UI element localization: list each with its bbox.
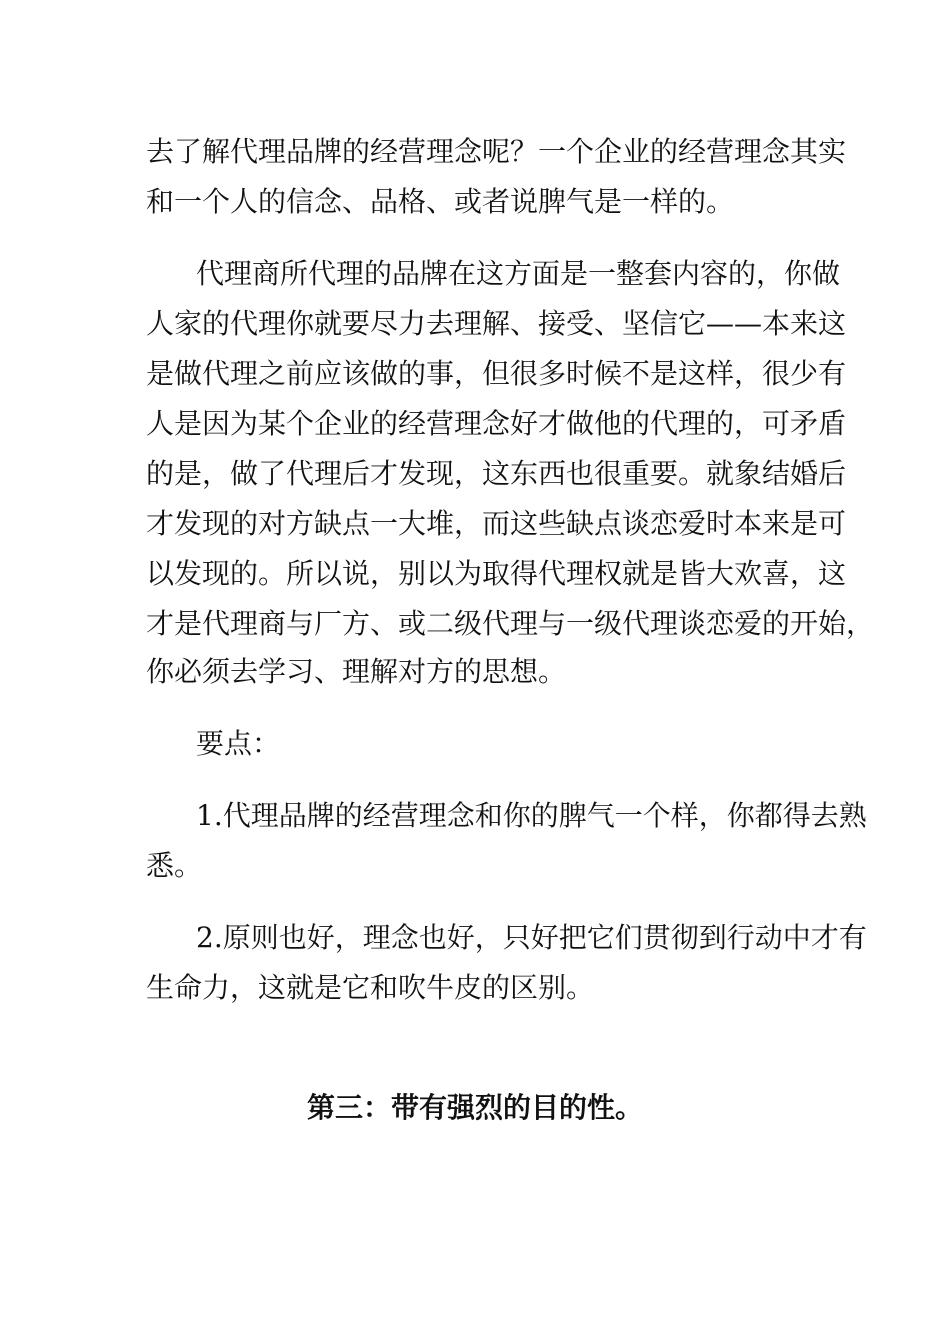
paragraph-line: 的是，做了代理后才发现，这东西也很重要。就象结婚后 bbox=[146, 457, 847, 490]
paragraph-line: 悉。 bbox=[146, 849, 203, 882]
key-points-label: 要点： bbox=[196, 727, 281, 760]
key-point-1: 1.代理品牌的经营理念和你的脾气一个样，你都得去熟 bbox=[196, 799, 867, 832]
paragraph-line: 你必须去学习、理解对方的思想。 bbox=[146, 655, 567, 688]
paragraph-line: 生命力，这就是它和吹牛皮的区别。 bbox=[146, 971, 595, 1004]
paragraph-line: 才是代理商与厂方、或二级代理与一级代理谈恋爱的开始， bbox=[146, 607, 875, 640]
paragraph-line: 去了解代理品牌的经营理念呢？一个企业的经营理念其实 bbox=[146, 135, 847, 168]
paragraph-line: 代理商所代理的品牌在这方面是一整套内容的，你做 bbox=[196, 257, 841, 290]
section-heading: 第三：带有强烈的目的性。 bbox=[306, 1091, 643, 1124]
paragraph-line: 才发现的对方缺点一大堆，而这些缺点谈恋爱时本来是可 bbox=[146, 507, 847, 540]
key-point-2: 2.原则也好，理念也好，只好把它们贯彻到行动中才有 bbox=[196, 921, 867, 954]
paragraph-line: 和一个人的信念、品格、或者说脾气是一样的。 bbox=[146, 185, 735, 218]
paragraph-line: 以发现的。所以说，别以为取得代理权就是皆大欢喜，这 bbox=[146, 557, 847, 590]
paragraph-line: 是做代理之前应该做的事，但很多时候不是这样，很少有 bbox=[146, 357, 847, 390]
paragraph-line: 人是因为某个企业的经营理念好才做他的代理的，可矛盾 bbox=[146, 407, 847, 440]
paragraph-line: 人家的代理你就要尽力去理解、接受、坚信它——本来这 bbox=[146, 307, 847, 340]
